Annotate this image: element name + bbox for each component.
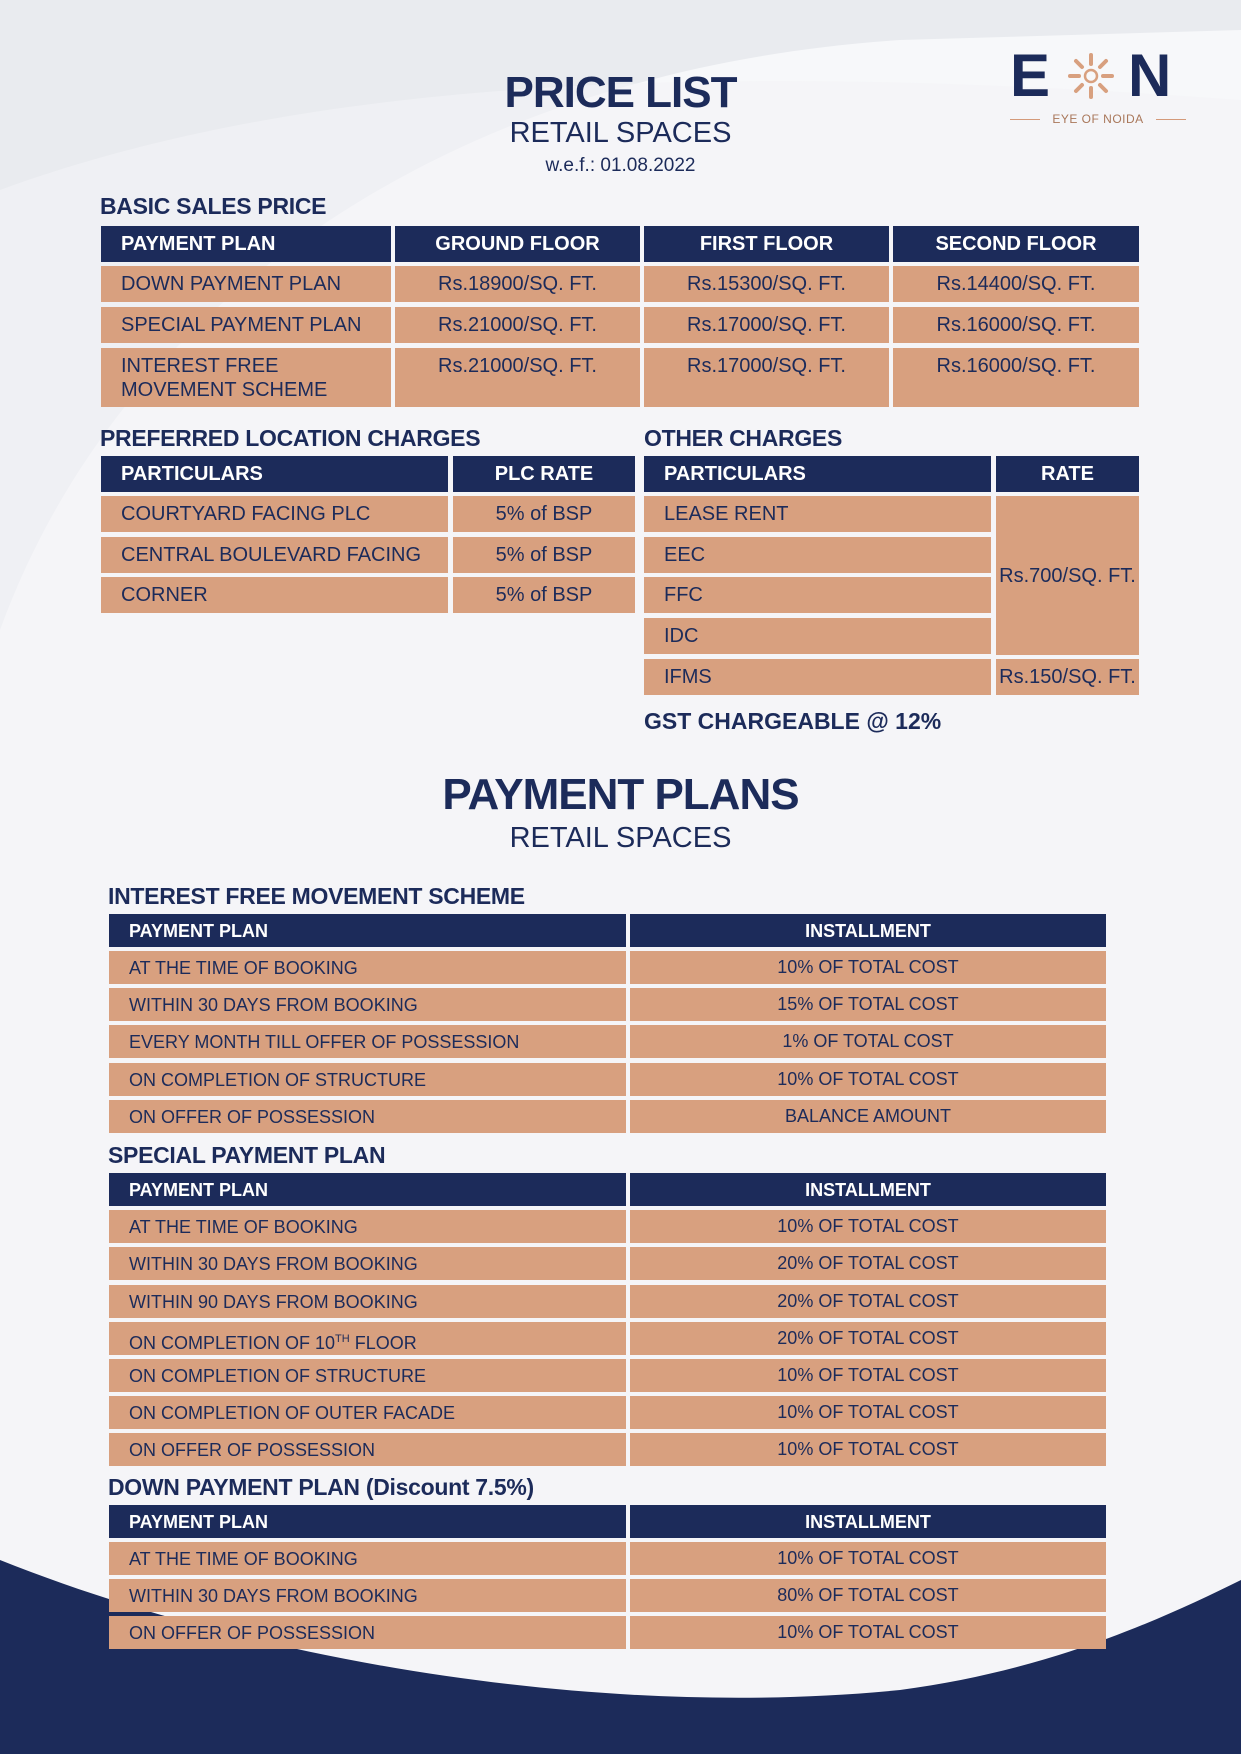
row-label: EVERY MONTH TILL OFFER OF POSSESSION: [109, 1025, 626, 1058]
price-cell: Rs.18900/SQ. FT.: [395, 266, 640, 302]
price-cell: Rs.15300/SQ. FT.: [644, 266, 889, 302]
installment-cell: 10% OF TOTAL COST: [630, 1616, 1106, 1649]
row-label: WITHIN 30 DAYS FROM BOOKING: [109, 1247, 626, 1280]
price-cell: Rs.16000/SQ. FT.: [893, 348, 1139, 407]
installment-cell: 10% OF TOTAL COST: [630, 1359, 1106, 1392]
row-label: EEC: [644, 537, 991, 573]
table-header-cell: GROUND FLOOR: [395, 226, 640, 262]
row-label-line: MOVEMENT SCHEME: [121, 379, 328, 401]
price-cell: Rs.17000/SQ. FT.: [644, 307, 889, 343]
installment-cell: 20% OF TOTAL COST: [630, 1285, 1106, 1318]
row-label: AT THE TIME OF BOOKING: [109, 1210, 626, 1243]
installment-cell: 80% OF TOTAL COST: [630, 1579, 1106, 1612]
rate-cell: 5% of BSP: [453, 537, 635, 573]
row-label: COURTYARD FACING PLC: [101, 496, 448, 532]
installment-cell: 10% OF TOTAL COST: [630, 1396, 1106, 1429]
table-header-cell: INSTALLMENT: [630, 1505, 1106, 1538]
row-label: ON COMPLETION OF STRUCTURE: [109, 1063, 626, 1096]
table-header-cell: SECOND FLOOR: [893, 226, 1139, 262]
row-label: ON OFFER OF POSSESSION: [109, 1100, 626, 1133]
rate-cell: 5% of BSP: [453, 577, 635, 613]
price-cell: Rs.21000/SQ. FT.: [395, 307, 640, 343]
table-header-cell: PAYMENT PLAN: [109, 1173, 626, 1206]
price-cell: Rs.17000/SQ. FT.: [644, 348, 889, 407]
price-cell: Rs.21000/SQ. FT.: [395, 348, 640, 407]
gst-note: GST CHARGEABLE @ 12%: [644, 708, 942, 734]
row-label: IDC: [644, 618, 991, 654]
row-label-text: FLOOR: [349, 1333, 417, 1353]
row-label: [101, 348, 391, 407]
payment-plans-subtitle: RETAIL SPACES: [509, 822, 732, 854]
row-label: [109, 1322, 626, 1355]
installment-cell: 20% OF TOTAL COST: [630, 1322, 1106, 1355]
installment-cell: 15% OF TOTAL COST: [630, 988, 1106, 1021]
installment-cell: 10% OF TOTAL COST: [630, 1542, 1106, 1575]
row-label: AT THE TIME OF BOOKING: [109, 951, 626, 984]
installment-cell: 10% OF TOTAL COST: [630, 1210, 1106, 1243]
price-list-subtitle: RETAIL SPACES: [509, 117, 732, 149]
row-label-line: INTEREST FREE: [121, 355, 279, 377]
row-label: AT THE TIME OF BOOKING: [109, 1542, 626, 1575]
row-label: WITHIN 90 DAYS FROM BOOKING: [109, 1285, 626, 1318]
price-cell: Rs.16000/SQ. FT.: [893, 307, 1139, 343]
row-label-text: ON COMPLETION OF 10: [129, 1333, 336, 1353]
table-header-cell: PLC RATE: [453, 456, 635, 492]
table-header-cell: PAYMENT PLAN: [109, 914, 626, 947]
row-label: CORNER: [101, 577, 448, 613]
row-label: ON OFFER OF POSSESSION: [109, 1433, 626, 1466]
row-label: ON COMPLETION OF STRUCTURE: [109, 1359, 626, 1392]
table-header-cell: INSTALLMENT: [630, 1173, 1106, 1206]
row-label: ON OFFER OF POSSESSION: [109, 1616, 626, 1649]
effective-date: w.e.f.: 01.08.2022: [545, 155, 696, 176]
rate-cell: Rs.150/SQ. FT.: [996, 659, 1139, 695]
installment-cell: 1% OF TOTAL COST: [630, 1025, 1106, 1058]
row-label: WITHIN 30 DAYS FROM BOOKING: [109, 988, 626, 1021]
table-header-cell: INSTALLMENT: [630, 914, 1106, 947]
installment-cell: BALANCE AMOUNT: [630, 1100, 1106, 1133]
row-label: LEASE RENT: [644, 496, 991, 532]
down-payment-plan-title: DOWN PAYMENT PLAN (Discount 7.5%): [108, 1474, 534, 1500]
payment-plans-title: PAYMENT PLANS: [442, 770, 799, 819]
special-plan-title: SPECIAL PAYMENT PLAN: [108, 1142, 386, 1168]
price-list-title: PRICE LIST: [504, 68, 737, 117]
rate-cell-merged: Rs.700/SQ. FT.: [996, 496, 1139, 655]
table-header-cell: FIRST FLOOR: [644, 226, 889, 262]
row-label: FFC: [644, 577, 991, 613]
row-label: IFMS: [644, 659, 991, 695]
plc-title: PREFERRED LOCATION CHARGES: [100, 425, 481, 451]
row-label: DOWN PAYMENT PLAN: [101, 266, 391, 302]
table-header-cell: PAYMENT PLAN: [101, 226, 391, 262]
row-label: CENTRAL BOULEVARD FACING: [101, 537, 448, 573]
logo-letter-n: N: [1128, 42, 1170, 109]
table-header-cell: PAYMENT PLAN: [109, 1505, 626, 1538]
ordinal-suffix: TH: [335, 1333, 350, 1345]
logo-letter-e: E: [1010, 42, 1049, 109]
price-cell: Rs.14400/SQ. FT.: [893, 266, 1139, 302]
installment-cell: 20% OF TOTAL COST: [630, 1247, 1106, 1280]
installment-cell: 10% OF TOTAL COST: [630, 1433, 1106, 1466]
row-label: WITHIN 30 DAYS FROM BOOKING: [109, 1579, 626, 1612]
installment-cell: 10% OF TOTAL COST: [630, 1063, 1106, 1096]
table-header-cell: PARTICULARS: [644, 456, 991, 492]
other-charges-title: OTHER CHARGES: [644, 425, 843, 451]
table-header-cell: RATE: [996, 456, 1139, 492]
ifms-plan-title: INTEREST FREE MOVEMENT SCHEME: [108, 883, 525, 909]
brand-tagline: EYE OF NOIDA: [1008, 112, 1188, 126]
basic-sales-price-title: BASIC SALES PRICE: [100, 193, 327, 219]
row-label: SPECIAL PAYMENT PLAN: [101, 307, 391, 343]
table-header-cell: PARTICULARS: [101, 456, 448, 492]
installment-cell: 10% OF TOTAL COST: [630, 951, 1106, 984]
row-label: ON COMPLETION OF OUTER FACADE: [109, 1396, 626, 1429]
rate-cell: 5% of BSP: [453, 496, 635, 532]
